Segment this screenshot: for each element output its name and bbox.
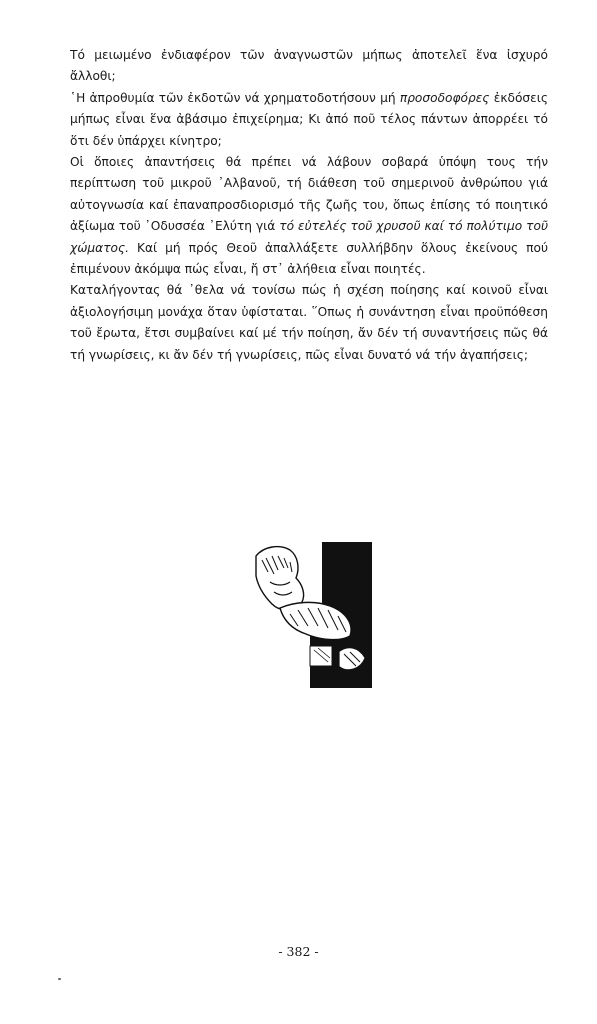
text-segment: Τό μειωμένο ἐνδιαφέρον τῶν ἀναγνωστῶν μήπως ἀποτελεῖ ἕνα ἰσχυρό ἄλλοθι; (70, 48, 548, 84)
body-text (70, 45, 548, 366)
text-segment: ἐκδόσεις μήπως εἶναι ἕνα ἀβάσιμο ἐπιχείρημα; Κι ἀπό ποῦ τέλος πάντων ἀπορρέει τό ὅτι δέν ὑπάρχει κίνητρο; (70, 90, 548, 148)
paragraph (70, 88, 548, 152)
paragraph (70, 45, 548, 88)
paragraph (70, 152, 548, 280)
text-segment: Καταλήγοντας θά ᾿θελα νά τονίσω πώς ἡ σχέση ποίησης καί κοινοῦ εἶναι ἀξιολογήσιμη μονάχα ὅταν ὑφίσταται. ῞Οπως ἡ συνάντηση εἶναι προϋπόθεση τοῦ ἔρωτα, ἔτσι συμβαίνει καί μέ τήν ποίηση, ἄν δέν τή συναντήσεις πῶς θά τή γνωρίσεις, κι ἄν δέν τή γνωρίσεις, πῶς εἶναι δυνατό νά τήν ἀγαπήσεις; (70, 283, 548, 362)
text-segment: Οἱ ὅποιες ἀπαντήσεις θά πρέπει νά λάβουν σοβαρά ὑπόψη τους τήν περίπτωση τοῦ μικροῦ ᾿Αλβανοῦ, τή διάθεση τοῦ σημερινοῦ ἀνθρώπου γιά αὐτογνωσία καί ἐπαναπροσδιορισμό τῆς ζωῆς του, ὅπως ἐπίσης τό ποιητικό ἀξίωμα τοῦ ᾿Οδυσσέα ᾿Ελύτη γιά (70, 155, 548, 234)
paragraph (70, 280, 548, 366)
sketch-figure-icon (250, 542, 372, 688)
ink-sketch-illustration (250, 542, 372, 688)
italic-text-segment: τό εὐτελές τοῦ χρυσοῦ καί τό πολύτιμο τοῦ χώματος. (70, 219, 548, 255)
italic-text-segment: προσοδοφόρες (399, 90, 490, 105)
scan-speck (58, 978, 61, 980)
text-segment: ῾Η ἀπροθυμία τῶν ἐκδοτῶν νά χρηματοδοτήσουν μή (70, 90, 400, 105)
text-segment: Καί μή πρός Θεοῦ ἀπαλλάξετε συλλήβδην ὅλους ἐκείνους πού ἐπιμένουν ἀκόμψα πώς εἶναι, ἤ στ᾿ ἀλήθεια εἶναι ποιητές. (70, 240, 548, 277)
face-outline-shape (256, 547, 304, 610)
page-number: - 382 - (278, 944, 319, 959)
